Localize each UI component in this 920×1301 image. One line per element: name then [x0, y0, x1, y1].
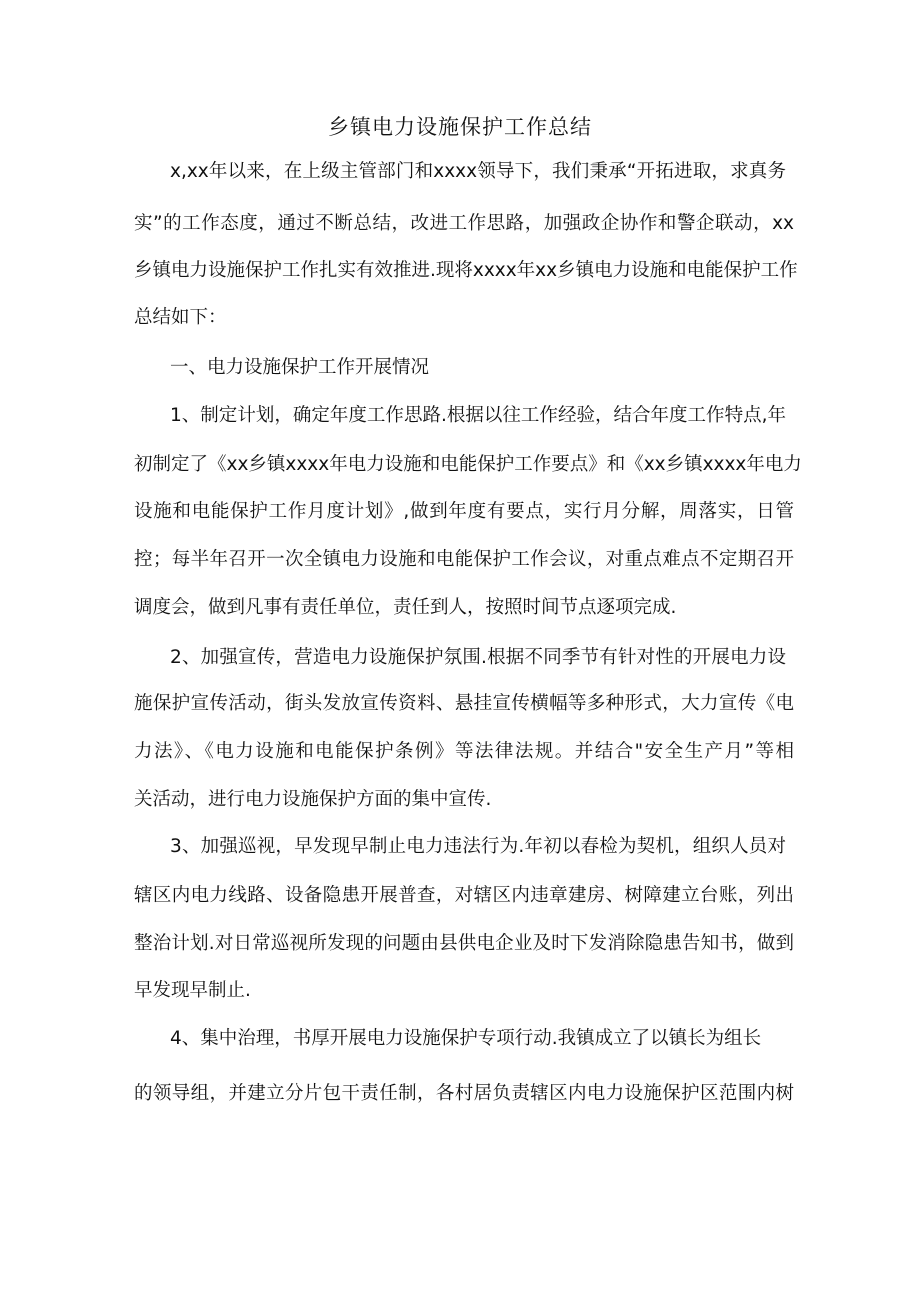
paragraph-line: 的领导组，并建立分片包干责任制，各村居负责辖区内电力设施保护区范围内树 [134, 1083, 794, 1104]
paragraph-line: 辖区内电力线路、设备隐患开展普查，对辖区内违章建房、树障建立台账，列出 [134, 885, 794, 906]
paragraph-line: 施保护宣传活动，街头发放宣传资料、悬挂宣传横幅等多种形式，大力宣传《电 [134, 693, 794, 714]
paragraph-line: 初制定了《xx乡镇xxxx年电力设施和电能保护工作要点》和《xx乡镇xxxx年电力 [134, 454, 802, 475]
paragraph-line: 3、加强巡视，早发现早制止电力违法行为.年初以春检为契机，组织人员对 [170, 836, 786, 857]
paragraph-line: 整治计划.对日常巡视所发现的问题由县供电企业及时下发消除隐患告知书，做到 [134, 933, 794, 954]
paragraph-line: 实”的工作态度，通过不断总结，改进工作思路，加强政企协作和警企联动，xx [134, 213, 794, 234]
section-heading: 一、电力设施保护工作开展情况 [170, 357, 430, 378]
paragraph-line: 乡镇电力设施保护工作扎实有效推进.现将xxxx年xx乡镇电力设施和电能保护工作 [134, 260, 798, 281]
document-title: 乡镇电力设施保护工作总结 [328, 115, 592, 139]
paragraph-line: 1、制定计划，确定年度工作思路.根据以往工作经验，结合年度工作特点,年 [170, 405, 786, 426]
paragraph-line: 力法》、《电力设施和电能保护条例》等法律法规。并结合"安全生产月”等相 [134, 741, 794, 762]
paragraph-line: 2、加强宣传，营造电力设施保护氛围.根据不同季节有针对性的开展电力设 [170, 647, 786, 668]
paragraph-line: x,xx年以来，在上级主管部门和xxxx领导下，我们秉承“开拓进取，求真务 [170, 161, 786, 182]
paragraph-line: 关活动，进行电力设施保护方面的集中宣传. [134, 789, 492, 810]
paragraph-line: 控；每半年召开一次全镇电力设施和电能保护工作会议，对重点难点不定期召开 [134, 549, 794, 570]
paragraph-line: 调度会，做到凡事有责任单位，责任到人，按照时间节点逐项完成. [134, 597, 677, 618]
paragraph-line: 4、集中治理，书厚开展电力设施保护专项行动.我镇成立了以镇长为组长 [170, 1028, 762, 1049]
paragraph-line: 早发现早制止. [134, 980, 251, 1001]
paragraph-line: 设施和电能保护工作月度计划》,做到年度有要点，实行月分解，周落实，日管 [134, 501, 794, 522]
paragraph-line: 总结如下： [134, 307, 227, 328]
